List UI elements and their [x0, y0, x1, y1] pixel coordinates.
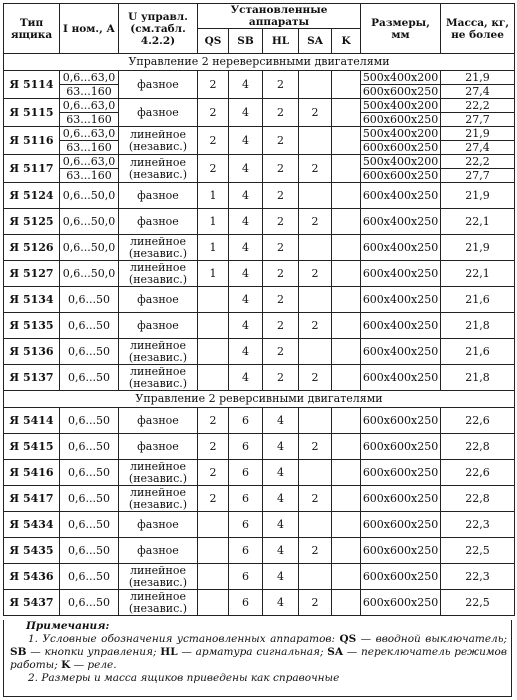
- hl-cell: 2: [263, 313, 299, 339]
- mass-cell: 21,9: [441, 235, 515, 261]
- dims-cell: 600x600x250: [361, 169, 441, 183]
- notes-block: [3, 620, 512, 697]
- type-cell: Я 5134: [4, 287, 60, 313]
- current-cell: 0,6...50: [60, 365, 119, 391]
- hl-cell: 2: [263, 209, 299, 235]
- k-cell: [332, 287, 361, 313]
- voltage-cell: линейное (независ.): [119, 127, 198, 155]
- sb-cell: 6: [229, 460, 263, 486]
- dims-cell: 600x600x250: [361, 85, 441, 99]
- voltage-cell: фазное: [119, 183, 198, 209]
- section-row: [4, 391, 515, 408]
- mass-cell: 22,1: [441, 209, 515, 235]
- dims-cell: 600x400x250: [361, 209, 441, 235]
- sb-cell: 4: [229, 235, 263, 261]
- k-cell: [332, 460, 361, 486]
- mass-cell: 21,9: [441, 183, 515, 209]
- k-cell: [332, 155, 361, 183]
- note-abbr-qs: QS: [339, 633, 357, 645]
- qs-cell: [198, 313, 229, 339]
- type-cell: Я 5414: [4, 408, 60, 434]
- k-cell: [332, 127, 361, 155]
- qs-cell: 1: [198, 261, 229, 287]
- hl-cell: 4: [263, 434, 299, 460]
- voltage-cell: фазное: [119, 313, 198, 339]
- type-cell: Я 5436: [4, 564, 60, 590]
- dims-cell: 600x600x250: [361, 141, 441, 155]
- dims-cell: 600x600x250: [361, 564, 441, 590]
- current-cell: 0,6...50: [60, 313, 119, 339]
- hl-cell: 2: [263, 365, 299, 391]
- table-row: [4, 209, 515, 235]
- voltage-cell: линейное (независ.): [119, 155, 198, 183]
- dims-cell: 600x400x250: [361, 261, 441, 287]
- note-abbr-sa: SA: [327, 646, 343, 658]
- dims-cell: 600x600x250: [361, 590, 441, 616]
- sa-cell: [299, 339, 332, 365]
- header-hl: HL: [263, 29, 299, 54]
- voltage-cell: линейное (независ.): [119, 460, 198, 486]
- type-cell: Я 5135: [4, 313, 60, 339]
- table-row: [4, 71, 515, 85]
- qs-cell: 2: [198, 155, 229, 183]
- k-cell: [332, 408, 361, 434]
- mass-cell: 21,6: [441, 287, 515, 313]
- current-cell: 0,6...50: [60, 339, 119, 365]
- sb-cell: 6: [229, 590, 263, 616]
- voltage-cell: фазное: [119, 99, 198, 127]
- current-cell: 0,6...50,0: [60, 209, 119, 235]
- current-cell: 0,6...63,0: [60, 99, 119, 113]
- sa-cell: [299, 235, 332, 261]
- qs-cell: [198, 287, 229, 313]
- voltage-cell: линейное (независ.): [119, 235, 198, 261]
- note-1-text: — реле.: [70, 659, 117, 671]
- dims-cell: 600x600x250: [361, 486, 441, 512]
- table-row: [4, 460, 515, 486]
- note-1-text: — переключатель режимов работы;: [10, 646, 507, 671]
- table-body-2: [4, 391, 515, 616]
- dims-cell: 600x400x250: [361, 365, 441, 391]
- mass-cell: 22,5: [441, 590, 515, 616]
- header-k: K: [332, 29, 361, 54]
- dims-cell: 600x600x250: [361, 434, 441, 460]
- mass-cell: 22,5: [441, 538, 515, 564]
- table-row: [4, 313, 515, 339]
- note-1-text: — вводной выключатель;: [356, 633, 507, 645]
- hl-cell: 4: [263, 590, 299, 616]
- voltage-cell: линейное (независ.): [119, 365, 198, 391]
- section-title: Управление 2 реверсивными двигателями: [4, 391, 515, 408]
- sb-cell: 4: [229, 155, 263, 183]
- hl-cell: 4: [263, 486, 299, 512]
- current-cell: 0,6...50,0: [60, 183, 119, 209]
- type-cell: Я 5437: [4, 590, 60, 616]
- k-cell: [332, 512, 361, 538]
- header-dims: Размеры, мм: [361, 4, 441, 54]
- sa-cell: 2: [299, 590, 332, 616]
- hl-cell: 4: [263, 460, 299, 486]
- k-cell: [332, 261, 361, 287]
- section-title: Управление 2 нереверсивными двигателями: [4, 54, 515, 71]
- k-cell: [332, 99, 361, 127]
- qs-cell: 2: [198, 460, 229, 486]
- section-row: [4, 54, 515, 71]
- type-cell: Я 5137: [4, 365, 60, 391]
- sa-cell: 2: [299, 313, 332, 339]
- note-1-text: 1. Условные обозначения установленных аппаратов:: [28, 633, 340, 645]
- type-cell: Я 5416: [4, 460, 60, 486]
- qs-cell: 1: [198, 209, 229, 235]
- table-row: [4, 486, 515, 512]
- note-abbr-hl: HL: [160, 646, 178, 658]
- sb-cell: 4: [229, 209, 263, 235]
- header-sb: SB: [229, 29, 263, 54]
- table-row: [4, 408, 515, 434]
- header-sa: SA: [299, 29, 332, 54]
- table-row: [4, 99, 515, 113]
- table-row: [4, 434, 515, 460]
- table-row: [4, 155, 515, 169]
- qs-cell: 1: [198, 183, 229, 209]
- qs-cell: [198, 538, 229, 564]
- qs-cell: [198, 512, 229, 538]
- hl-cell: 4: [263, 408, 299, 434]
- sb-cell: 6: [229, 408, 263, 434]
- current-cell: 63...160: [60, 113, 119, 127]
- hl-cell: 2: [263, 261, 299, 287]
- dims-cell: 600x400x250: [361, 235, 441, 261]
- type-cell: Я 5126: [4, 235, 60, 261]
- mass-cell: 22,3: [441, 564, 515, 590]
- sa-cell: 2: [299, 261, 332, 287]
- type-cell: Я 5435: [4, 538, 60, 564]
- k-cell: [332, 71, 361, 99]
- hl-cell: 2: [263, 287, 299, 313]
- k-cell: [332, 313, 361, 339]
- k-cell: [332, 183, 361, 209]
- mass-cell: 21,9: [441, 71, 515, 85]
- table-row: [4, 538, 515, 564]
- dims-cell: 600x400x250: [361, 183, 441, 209]
- sb-cell: 6: [229, 512, 263, 538]
- type-cell: Я 5127: [4, 261, 60, 287]
- note-abbr-sb: SB: [10, 646, 27, 658]
- hl-cell: 2: [263, 339, 299, 365]
- mass-cell: 22,6: [441, 460, 515, 486]
- sa-cell: [299, 460, 332, 486]
- current-cell: 0,6...50: [60, 486, 119, 512]
- sb-cell: 6: [229, 538, 263, 564]
- sb-cell: 4: [229, 99, 263, 127]
- qs-cell: 2: [198, 486, 229, 512]
- mass-cell: 22,8: [441, 434, 515, 460]
- note-1-text: — арматура сигнальная;: [177, 646, 328, 658]
- qs-cell: 2: [198, 99, 229, 127]
- voltage-cell: фазное: [119, 512, 198, 538]
- header-u-upr: U управл. (см.табл. 4.2.2): [119, 4, 198, 54]
- sb-cell: 4: [229, 261, 263, 287]
- dims-cell: 500x400x200: [361, 155, 441, 169]
- type-cell: Я 5434: [4, 512, 60, 538]
- table-row: [4, 261, 515, 287]
- header-devices: Установленные аппараты: [198, 4, 361, 29]
- table-body: [4, 54, 515, 391]
- table-row: [4, 564, 515, 590]
- sa-cell: 2: [299, 209, 332, 235]
- sa-cell: [299, 127, 332, 155]
- voltage-cell: фазное: [119, 71, 198, 99]
- sa-cell: 2: [299, 99, 332, 127]
- header-i-nom: I ном., А: [60, 4, 119, 54]
- current-cell: 0,6...50: [60, 287, 119, 313]
- sb-cell: 4: [229, 365, 263, 391]
- qs-cell: [198, 590, 229, 616]
- mass-cell: 22,3: [441, 512, 515, 538]
- voltage-cell: линейное (независ.): [119, 261, 198, 287]
- dims-cell: 600x600x250: [361, 512, 441, 538]
- qs-cell: 2: [198, 434, 229, 460]
- sa-cell: 2: [299, 486, 332, 512]
- qs-cell: 2: [198, 408, 229, 434]
- type-cell: Я 5125: [4, 209, 60, 235]
- type-cell: Я 5114: [4, 71, 60, 99]
- k-cell: [332, 590, 361, 616]
- current-cell: 0,6...50: [60, 434, 119, 460]
- dims-cell: 600x600x250: [361, 113, 441, 127]
- mass-cell: 21,8: [441, 365, 515, 391]
- mass-cell: 22,6: [441, 408, 515, 434]
- current-cell: 63...160: [60, 85, 119, 99]
- current-cell: 0,6...50,0: [60, 235, 119, 261]
- header-type: Тип ящика: [4, 4, 60, 54]
- voltage-cell: линейное (независ.): [119, 590, 198, 616]
- k-cell: [332, 434, 361, 460]
- voltage-cell: линейное (независ.): [119, 564, 198, 590]
- type-cell: Я 5417: [4, 486, 60, 512]
- table-row: [4, 235, 515, 261]
- specification-table-container: [3, 3, 514, 616]
- sb-cell: 4: [229, 71, 263, 99]
- current-cell: 0,6...50: [60, 538, 119, 564]
- sa-cell: [299, 71, 332, 99]
- table-row: [4, 287, 515, 313]
- k-cell: [332, 486, 361, 512]
- type-cell: Я 5124: [4, 183, 60, 209]
- dims-cell: 600x400x250: [361, 287, 441, 313]
- type-cell: Я 5415: [4, 434, 60, 460]
- dims-cell: 600x600x250: [361, 538, 441, 564]
- mass-cell: 27,4: [441, 85, 515, 99]
- hl-cell: 4: [263, 538, 299, 564]
- sa-cell: [299, 564, 332, 590]
- sa-cell: [299, 408, 332, 434]
- dims-cell: 500x400x200: [361, 99, 441, 113]
- hl-cell: 4: [263, 512, 299, 538]
- sb-cell: 4: [229, 313, 263, 339]
- voltage-cell: фазное: [119, 408, 198, 434]
- hl-cell: 2: [263, 127, 299, 155]
- mass-cell: 22,2: [441, 99, 515, 113]
- sb-cell: 6: [229, 434, 263, 460]
- note-abbr-k: K: [61, 659, 71, 671]
- qs-cell: [198, 365, 229, 391]
- voltage-cell: линейное (независ.): [119, 486, 198, 512]
- voltage-cell: фазное: [119, 538, 198, 564]
- qs-cell: [198, 564, 229, 590]
- note-1-text: — кнопки управления;: [26, 646, 161, 658]
- sb-cell: 4: [229, 287, 263, 313]
- sb-cell: 6: [229, 486, 263, 512]
- mass-cell: 21,8: [441, 313, 515, 339]
- current-cell: 0,6...63,0: [60, 127, 119, 141]
- sb-cell: 4: [229, 127, 263, 155]
- hl-cell: 4: [263, 564, 299, 590]
- mass-cell: 21,9: [441, 127, 515, 141]
- sa-cell: 2: [299, 155, 332, 183]
- specification-table: [3, 3, 515, 616]
- dims-cell: 600x400x250: [361, 313, 441, 339]
- mass-cell: 27,7: [441, 169, 515, 183]
- mass-cell: 22,8: [441, 486, 515, 512]
- k-cell: [332, 339, 361, 365]
- qs-cell: 1: [198, 235, 229, 261]
- mass-cell: 22,1: [441, 261, 515, 287]
- table-row: [4, 590, 515, 616]
- dims-cell: 500x400x200: [361, 71, 441, 85]
- hl-cell: 2: [263, 155, 299, 183]
- current-cell: 0,6...50: [60, 408, 119, 434]
- current-cell: 0,6...50: [60, 460, 119, 486]
- mass-cell: 27,4: [441, 141, 515, 155]
- current-cell: 0,6...50,0: [60, 261, 119, 287]
- mass-cell: 21,6: [441, 339, 515, 365]
- dims-cell: 600x600x250: [361, 460, 441, 486]
- note-2: 2. Размеры и масса ящиков приведены как справочные: [28, 672, 340, 684]
- type-cell: Я 5116: [4, 127, 60, 155]
- header-qs: QS: [198, 29, 229, 54]
- mass-cell: 22,2: [441, 155, 515, 169]
- table-row: [4, 512, 515, 538]
- table-header: [4, 4, 515, 54]
- table-row: [4, 183, 515, 209]
- voltage-cell: линейное (независ.): [119, 339, 198, 365]
- voltage-cell: фазное: [119, 287, 198, 313]
- current-cell: 63...160: [60, 169, 119, 183]
- sb-cell: 4: [229, 183, 263, 209]
- sa-cell: 2: [299, 434, 332, 460]
- type-cell: Я 5115: [4, 99, 60, 127]
- hl-cell: 2: [263, 99, 299, 127]
- dims-cell: 600x400x250: [361, 339, 441, 365]
- voltage-cell: фазное: [119, 434, 198, 460]
- sb-cell: 4: [229, 339, 263, 365]
- current-cell: 63...160: [60, 141, 119, 155]
- current-cell: 0,6...63,0: [60, 155, 119, 169]
- qs-cell: 2: [198, 71, 229, 99]
- dims-cell: 500x400x200: [361, 127, 441, 141]
- current-cell: 0,6...50: [60, 512, 119, 538]
- type-cell: Я 5136: [4, 339, 60, 365]
- k-cell: [332, 538, 361, 564]
- type-cell: Я 5117: [4, 155, 60, 183]
- current-cell: 0,6...50: [60, 590, 119, 616]
- table-row: [4, 339, 515, 365]
- k-cell: [332, 209, 361, 235]
- header-mass: Масса, кг, не более: [441, 4, 515, 54]
- mass-cell: 27,7: [441, 113, 515, 127]
- sa-cell: [299, 183, 332, 209]
- table-row: [4, 365, 515, 391]
- k-cell: [332, 365, 361, 391]
- hl-cell: 2: [263, 235, 299, 261]
- dims-cell: 600x600x250: [361, 408, 441, 434]
- qs-cell: [198, 339, 229, 365]
- sa-cell: 2: [299, 365, 332, 391]
- hl-cell: 2: [263, 71, 299, 99]
- hl-cell: 2: [263, 183, 299, 209]
- notes-title: Примечания:: [26, 620, 110, 632]
- sa-cell: 2: [299, 538, 332, 564]
- table-row: [4, 127, 515, 141]
- voltage-cell: фазное: [119, 209, 198, 235]
- k-cell: [332, 235, 361, 261]
- k-cell: [332, 564, 361, 590]
- sb-cell: 6: [229, 564, 263, 590]
- current-cell: 0,6...50: [60, 564, 119, 590]
- note-1: [4, 633, 511, 672]
- sa-cell: [299, 512, 332, 538]
- qs-cell: 2: [198, 127, 229, 155]
- sa-cell: [299, 287, 332, 313]
- current-cell: 0,6...63,0: [60, 71, 119, 85]
